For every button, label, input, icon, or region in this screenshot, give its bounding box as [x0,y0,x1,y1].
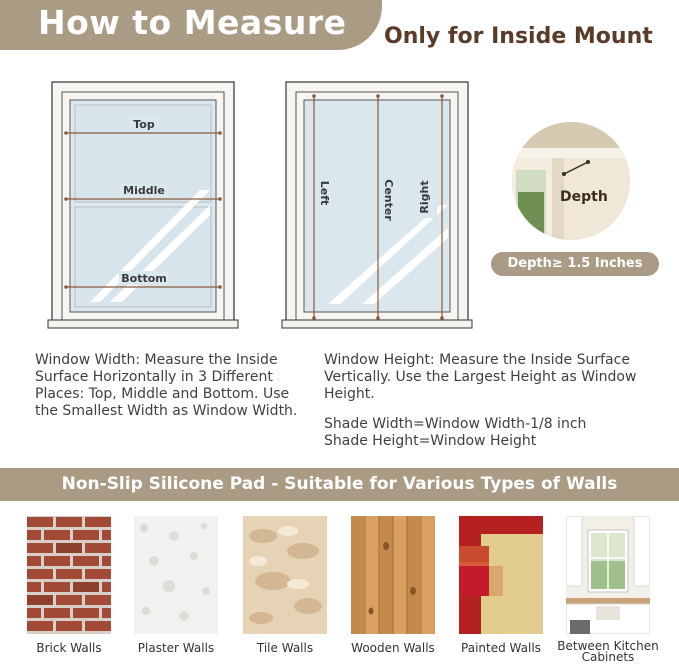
depth-photo [512,122,630,240]
depth-label: Depth [560,189,608,205]
wall-label-wooden: Wooden Walls [351,641,435,655]
label-center: Center [382,179,395,221]
page-title: How to Measure [38,3,347,42]
wall-label-kitchen: Between Kitchen Cabinets [557,639,659,664]
wall-label-painted: Painted Walls [461,641,541,655]
height-instructions: Window Height: Measure the Inside Surface Vertically. Use the Largest Height as Window Height. [324,352,637,402]
wall-label-plaster: Plaster Walls [137,641,215,655]
plaster-wall-image [134,516,218,634]
walls-banner [0,468,679,501]
wall-label-tile: Tile Walls [256,641,314,655]
width-instructions: Window Width: Measure the Inside Surface Horizontally in 3 Different Places: Top, Middle and Bottom. Use the Smallest Width as Window Width. [35,352,298,419]
label-right: Right [418,180,431,214]
window-height-diagram [282,82,472,328]
label-middle: Middle [123,184,165,197]
painted-wall-image [459,516,543,634]
label-top: Top [133,118,155,131]
label-left: Left [318,180,331,206]
window-width-diagram [48,82,238,328]
walls-banner-text: Non-Slip Silicone Pad - Suitable for Various Types of Walls [61,474,618,494]
tile-wall-image [243,516,327,634]
wall-label-brick: Brick Walls [36,641,102,655]
label-bottom: Bottom [121,272,167,285]
depth-badge: Depth≥ 1.5 Inches [491,252,659,276]
wooden-wall-image [351,516,435,634]
page-subtitle: Only for Inside Mount [384,24,653,49]
brick-wall-image [27,516,111,634]
shade-width-formula: Shade Width=Window Width-1/8 inch [324,416,587,432]
kitchen-cabinets-image [566,516,650,634]
shade-height-formula: Shade Height=Window Height [324,433,537,449]
